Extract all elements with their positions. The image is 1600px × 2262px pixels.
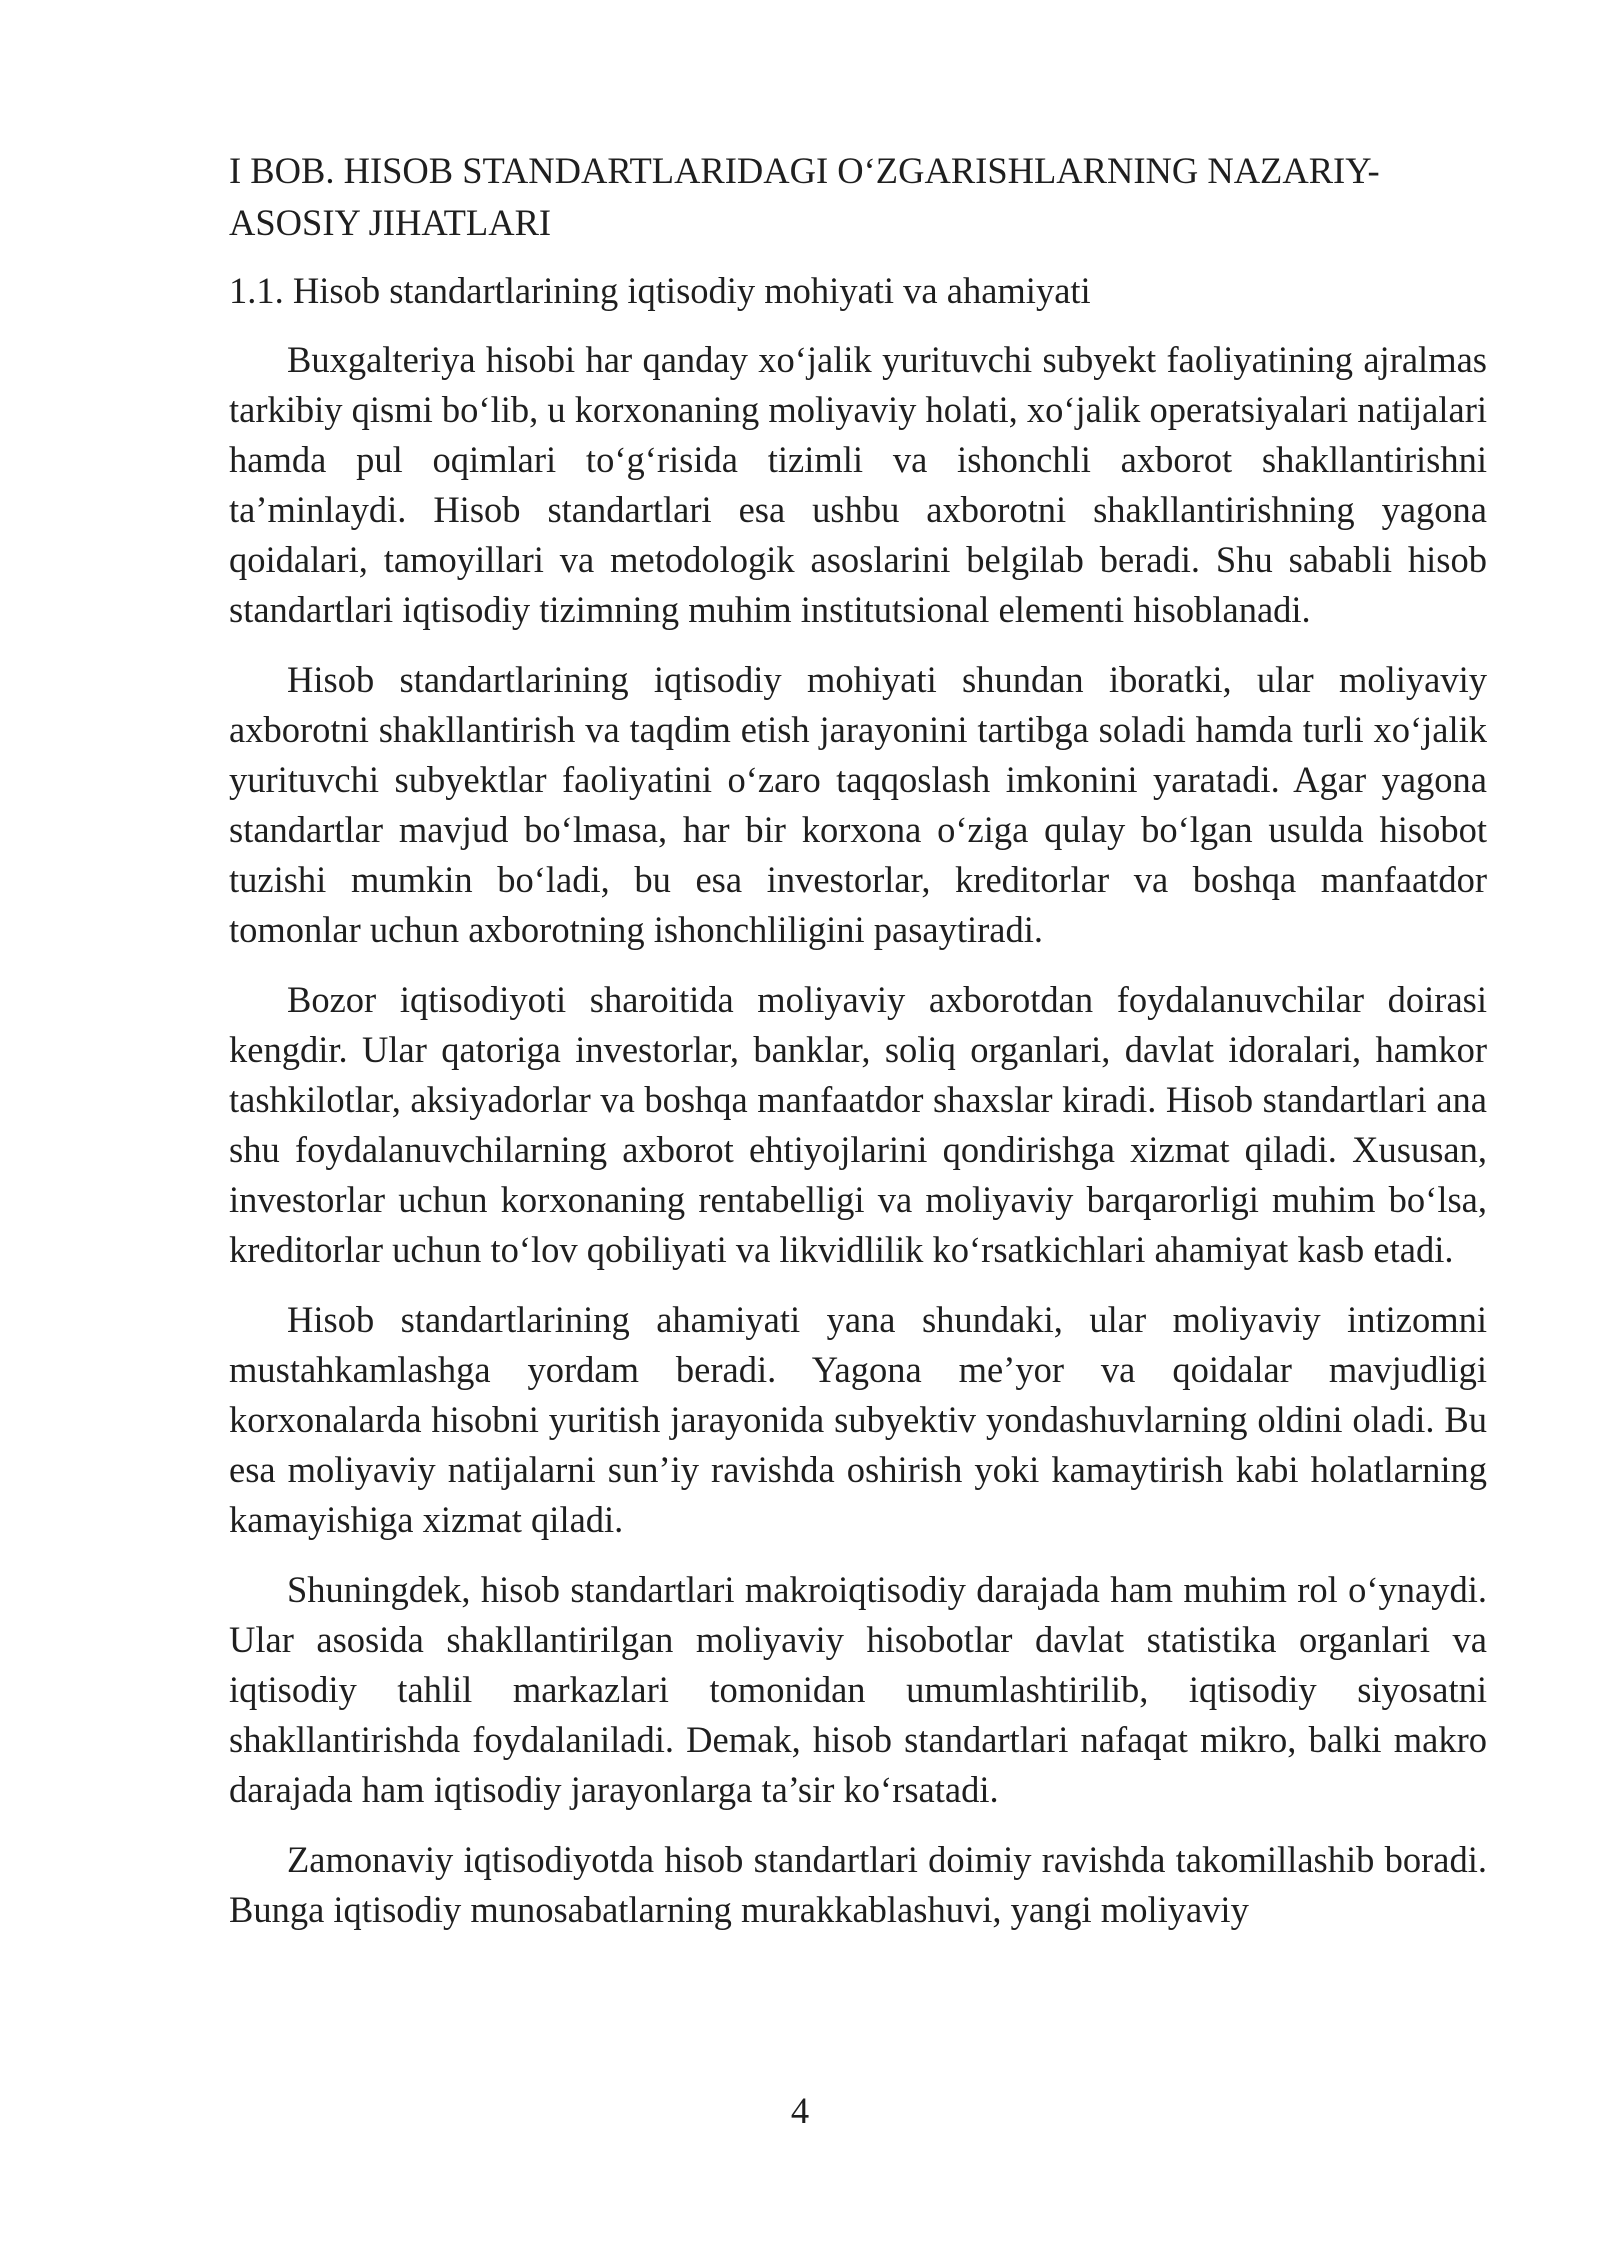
chapter-title: I BOB. HISOB STANDARTLARIDAGI O‘ZGARISHLARNING NAZARIY-ASOSIY JIHATLARI	[229, 150, 1380, 243]
section-title: 1.1. Hisob standartlarining iqtisodiy mohiyati va ahamiyati	[229, 270, 1091, 311]
paragraph-3: Bozor iqtisodiyoti sharoitida moliyaviy axborotdan foydalanuvchilar doirasi kengdir. Ular qatoriga investorlar, banklar, soliq organlari, davlat idoralari, hamkor tashkilotlar, aksiyadorlar va boshqa manfaatdor shaxslar kiradi. Hisob standartlari ana shu foydalanuvchilarning axborot ehtiyojlarini qondirishga xizmat qiladi. Xususan, investorlar uchun korxonaning rentabelligi va moliyaviy barqarorligi muhim bo‘lsa, kreditorlar uchun to‘lov qobiliyati va likvidlilik ko‘rsatkichlari ahamiyat kasb etadi.	[229, 979, 1487, 1270]
paragraph-5: Shuningdek, hisob standartlari makroiqtisodiy darajada ham muhim rol o‘ynaydi. Ular asosida shakllantirilgan moliyaviy hisobotlar davlat statistika organlari va iqtisodiy tahlil markazlari tomonidan umumlashtirilib, iqtisodiy siyosatni shakllantirishda foydalaniladi. Demak, hisob standartlari nafaqat mikro, balki makro darajada ham iqtisodiy jarayonlarga ta’sir ko‘rsatadi.	[229, 1569, 1487, 1810]
paragraph-2: Hisob standartlarining iqtisodiy mohiyati shundan iboratki, ular moliyaviy axborotni shakllantirish va taqdim etish jarayonini tartibga soladi hamda turli xo‘jalik yurituvchi subyektlar faoliyatini o‘zaro taqqoslash imkonini yaratadi. Agar yagona standartlar mavjud bo‘lmasa, har bir korxona o‘ziga qulay bo‘lgan usulda hisobot tuzishi mumkin bo‘ladi, bu esa investorlar, kreditorlar va boshqa manfaatdor tomonlar uchun axborotning ishonchliligini pasaytiradi.	[229, 659, 1487, 950]
page-number: 4	[790, 2090, 810, 2131]
paragraph-6: Zamonaviy iqtisodiyotda hisob standartlari doimiy ravishda takomillashib boradi. Bunga iqtisodiy munosabatlarning murakkablashuvi, yangi moliyaviy	[229, 1839, 1487, 1930]
document-page	[229, 145, 1487, 1935]
paragraph-1: Buxgalteriya hisobi har qanday xo‘jalik yurituvchi subyekt faoliyatining ajralmas tarkibiy qismi bo‘lib, u korxonaning moliyaviy holati, xo‘jalik operatsiyalari natijalari hamda pul oqimlari to‘g‘risida tizimli va ishonchli axborot shakllantirishni ta’minlaydi. Hisob standartlari esa ushbu axborotni shakllantirishning yagona qoidalari, tamoyillari va metodologik asoslarini belgilab beradi. Shu sababli hisob standartlari iqtisodiy tizimning muhim institutsional elementi hisoblanadi.	[229, 339, 1487, 630]
paragraph-4: Hisob standartlarining ahamiyati yana shundaki, ular moliyaviy intizomni mustahkamlashga yordam beradi. Yagona me’yor va qoidalar mavjudligi korxonalarda hisobni yuritish jarayonida subyektiv yondashuvlarning oldini oladi. Bu esa moliyaviy natijalarni sun’iy ravishda oshirish yoki kamaytirish kabi holatlarning kamayishiga xizmat qiladi.	[229, 1299, 1487, 1540]
